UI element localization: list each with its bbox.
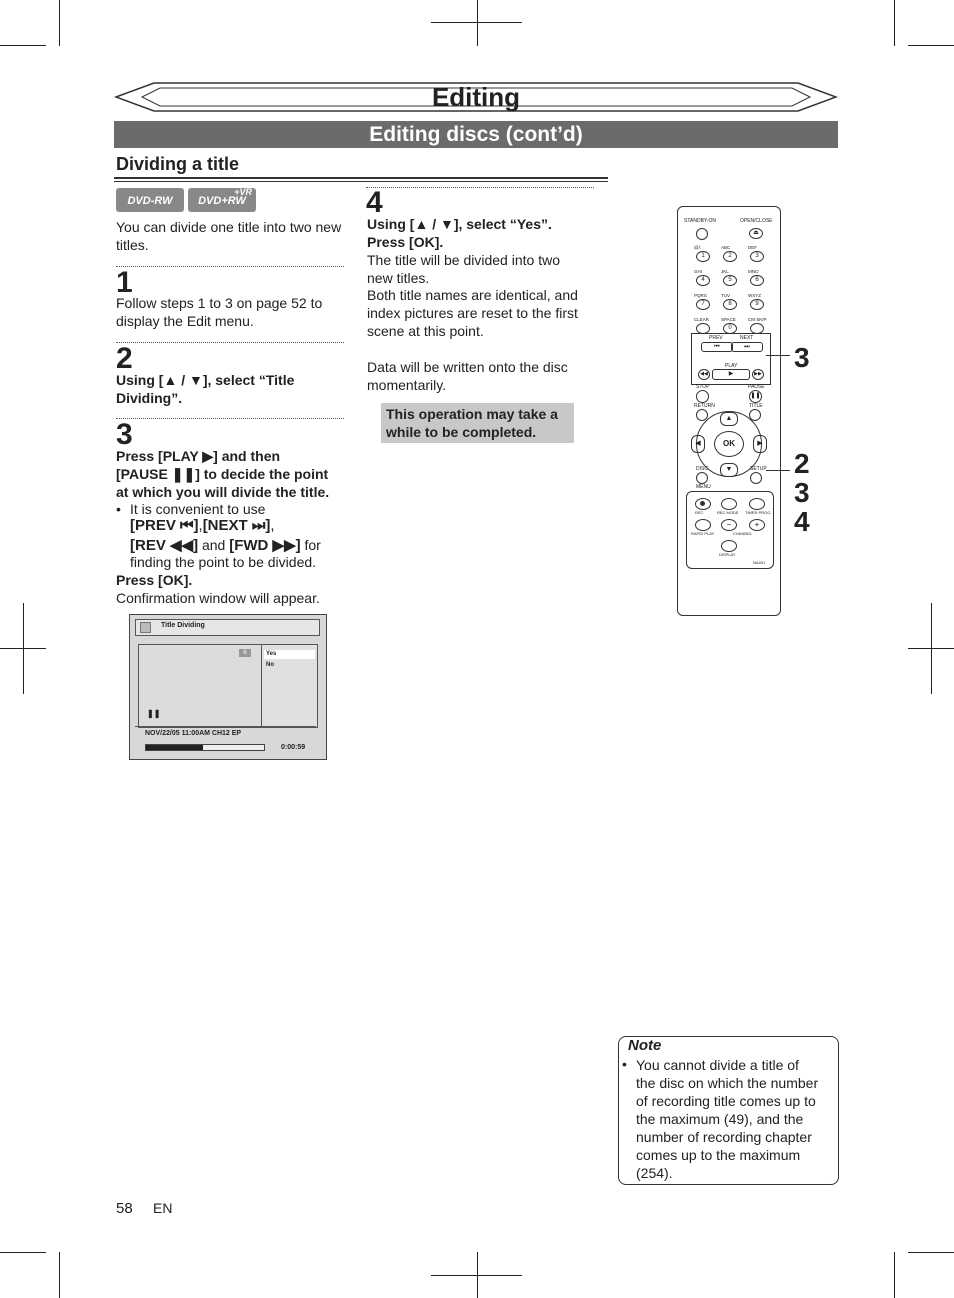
preview-area	[138, 644, 262, 728]
note-bullet: •	[622, 1056, 627, 1072]
remote-control	[677, 206, 781, 616]
key-label: TUV	[721, 293, 730, 298]
callout-step-3: 3	[794, 342, 810, 373]
key-label: CLEAR	[694, 317, 710, 322]
crop-mark	[0, 45, 46, 46]
crop-mark	[908, 45, 954, 46]
rev-button[interactable]: ◀◀	[698, 369, 710, 380]
screen-title: Title Dividing	[161, 622, 205, 629]
channel-label: CHANNEL	[733, 531, 753, 536]
step-1-text: Follow steps 1 to 3 on page 52 to display the Edit menu.	[116, 295, 323, 329]
step-4-line: Using [▲ / ▼], select “Yes”.	[367, 216, 552, 232]
key-label: ABC	[721, 245, 731, 250]
press-ok-text: Press [OK].	[116, 572, 193, 588]
page-title: Editing	[431, 82, 521, 112]
crop-mark	[894, 0, 895, 46]
page-subtitle: Editing discs (cont’d)	[114, 121, 838, 148]
pause-icon: ❚❚	[147, 709, 161, 718]
rec-button[interactable]	[695, 498, 711, 510]
highlight-line: This operation may take a	[386, 406, 558, 422]
key-label: SPACE	[721, 317, 736, 322]
crop-mark	[59, 0, 60, 46]
number-key-button[interactable]: 7	[696, 299, 710, 310]
logo-text: DVD+RW	[198, 195, 246, 207]
number-key-button[interactable]: 3	[750, 251, 764, 262]
ok-button[interactable]: OK	[714, 431, 744, 457]
screen-title-bar	[135, 619, 320, 636]
step-number: 1	[116, 266, 133, 299]
key-label: CM SKIP	[748, 317, 767, 322]
number-key-button[interactable]: 9	[750, 299, 764, 310]
separator	[116, 342, 344, 343]
rec-mode-label: REC MODE	[717, 510, 739, 515]
key-label: WXYZ	[748, 293, 761, 298]
note-line: comes up to the maximum	[636, 1147, 801, 1163]
progress-fill	[146, 745, 203, 750]
crop-mark	[908, 1252, 954, 1253]
language-code: EN	[153, 1200, 173, 1216]
pause-label: PAUSE	[748, 384, 765, 390]
prev-label: PREV	[709, 335, 723, 341]
menu-label: MENU	[696, 484, 711, 490]
step-3-line: at which you will divide the title.	[116, 484, 330, 500]
note-title: Note	[628, 1037, 662, 1054]
number-key-button[interactable]: 8	[723, 299, 737, 310]
play-button[interactable]: ▶	[712, 369, 750, 380]
crop-mark	[477, 1252, 478, 1298]
up-arrow-button[interactable]: ▲	[720, 412, 738, 426]
timer-prog-button[interactable]	[749, 498, 765, 510]
transport-panel	[691, 333, 771, 385]
callout-line	[766, 470, 790, 471]
step-4-text: new titles.	[367, 270, 430, 286]
highlight-line: while to be completed.	[386, 424, 537, 440]
step-4-text: scene at this point.	[367, 323, 484, 339]
step-4-text: Data will be written onto the disc	[367, 359, 568, 375]
channel-down-button[interactable]: −	[721, 519, 737, 531]
page-number: 58	[116, 1200, 133, 1217]
number-key-button[interactable]: 0	[723, 323, 737, 334]
key-label: PQRS	[694, 293, 707, 298]
option-no[interactable]: No	[266, 662, 274, 668]
stop-button[interactable]	[696, 390, 709, 403]
rev-key-label: [REV ◀◀]	[130, 537, 199, 554]
rec-dot-icon	[700, 501, 705, 506]
channel-up-button[interactable]: +	[749, 519, 765, 531]
setup-label: SETUP	[750, 466, 767, 472]
dvd-rw-logo	[116, 188, 184, 212]
bullet-text: It is convenient to use	[130, 501, 266, 517]
option-list	[261, 644, 318, 728]
key-label: JKL	[721, 269, 729, 274]
eject-button[interactable]: ⏏	[749, 228, 763, 239]
step-number: 4	[366, 186, 383, 219]
fwd-button[interactable]: ▶▶	[752, 369, 764, 380]
rec-mode-button[interactable]	[721, 498, 737, 510]
rapid-play-button[interactable]	[695, 519, 711, 531]
bullet-text: finding the point to be divided.	[130, 554, 317, 570]
note-line: the disc on which the number	[636, 1075, 819, 1091]
number-key-button[interactable]: 5	[723, 275, 737, 286]
stop-label: STOP	[696, 384, 710, 390]
logo-text: DVD-RW	[127, 195, 173, 207]
key-label: @/:	[694, 245, 702, 250]
separator	[366, 187, 594, 188]
record-panel	[686, 491, 774, 569]
return-label: RETURN	[694, 403, 715, 409]
step-3-line: [PAUSE ❚❚] to decide the point	[116, 466, 329, 482]
right-arrow-button[interactable]: ▶	[753, 435, 767, 453]
separator	[116, 418, 344, 419]
note-text	[636, 1056, 836, 1182]
setup-button[interactable]	[750, 472, 762, 484]
display-button[interactable]	[721, 540, 737, 552]
number-key-button[interactable]: 4	[696, 275, 710, 286]
disc-menu-button[interactable]	[696, 472, 708, 484]
chapter-badge: 6	[239, 649, 251, 657]
column-rule	[366, 177, 608, 179]
crop-mark	[23, 603, 24, 694]
note-line: the maximum (49), and the	[636, 1111, 804, 1127]
play-label: PLAY	[725, 363, 738, 369]
fwd-key-label: [FWD ▶▶]	[229, 537, 301, 554]
step-4-text: The title will be divided into two	[367, 252, 560, 268]
timer-prog-label: TIMER PROG.	[745, 510, 772, 515]
crop-mark	[0, 1252, 46, 1253]
step-4-text: index pictures are reset to the first	[367, 305, 578, 321]
callout-line	[766, 355, 790, 356]
next-button[interactable]: ⏭	[731, 342, 763, 352]
step-2-text: Using [▲ / ▼], select “Title Dividing”.	[116, 372, 295, 406]
elapsed-time: 0:00:59	[281, 744, 306, 751]
callout-step-3: 3	[794, 477, 810, 508]
vr-label: +VR	[234, 187, 252, 197]
step-4-text: momentarily.	[367, 377, 447, 393]
pause-button[interactable]: ❚❚	[749, 390, 762, 403]
crop-mark	[931, 603, 932, 694]
section-title: Dividing a title	[116, 154, 240, 174]
down-arrow-button[interactable]: ▼	[720, 463, 738, 477]
prev-key-label: [PREV ⏮]	[130, 517, 199, 534]
crop-mark	[894, 1252, 895, 1298]
info-bar	[135, 726, 316, 757]
note-line: (254).	[636, 1165, 673, 1181]
dvd-plus-rw-logo	[188, 188, 256, 212]
title-label: TITLE	[749, 403, 763, 409]
next-key-label: [NEXT ⏭]	[202, 517, 271, 534]
step-3-line: Press [PLAY ▶] and then	[116, 448, 281, 464]
step-4-line: Press [OK].	[367, 234, 444, 250]
power-button[interactable]	[696, 228, 708, 240]
comma: ,	[270, 517, 275, 534]
step-number: 3	[116, 418, 133, 451]
key-label: GHI	[694, 269, 703, 274]
left-arrow-button[interactable]: ◀	[691, 435, 705, 453]
display-label: DISPLAY	[719, 552, 736, 557]
model-number: NA401	[753, 560, 766, 565]
separator	[116, 266, 344, 267]
recording-info: NOV/22/05 11:00AM CH12 EP	[145, 730, 242, 737]
key-label: DEF	[748, 245, 757, 250]
step-number: 2	[116, 342, 133, 375]
comma: ,	[198, 517, 203, 534]
note-line: You cannot divide a title of	[636, 1057, 799, 1073]
info-highlight	[381, 403, 574, 443]
edit-icon	[140, 622, 151, 633]
number-key-button[interactable]: 1	[696, 251, 710, 262]
number-key-button[interactable]: 2	[723, 251, 737, 262]
number-key-button[interactable]: 6	[750, 275, 764, 286]
crop-mark	[59, 1252, 60, 1298]
rec-label: REC	[695, 510, 704, 515]
confirmation-screen	[129, 614, 327, 760]
bullet-dot: •	[116, 501, 121, 517]
note-line: of recording title comes up to	[636, 1093, 816, 1109]
result-text: Confirmation window will appear.	[116, 590, 320, 606]
callout-step-4: 4	[794, 506, 810, 537]
callout-step-2: 2	[794, 448, 810, 479]
key-label: MNO	[748, 269, 759, 274]
disc-label: DISC	[696, 466, 708, 472]
note-box	[618, 1036, 839, 1185]
conjunction: and	[198, 537, 230, 553]
prev-button[interactable]: ⏮	[701, 342, 733, 352]
option-yes[interactable]: Yes	[264, 650, 315, 659]
for-word: for	[300, 537, 321, 553]
crop-mark	[477, 0, 478, 46]
rapid-play-label: RAPID PLAY	[691, 531, 715, 536]
open-close-label: OPEN/CLOSE	[740, 218, 773, 224]
progress-bar	[145, 744, 265, 751]
standby-label: STANDBY-ON	[684, 218, 716, 224]
note-line: number of recording chapter	[636, 1129, 812, 1145]
step-4-text: Both title names are identical, and	[367, 287, 578, 303]
next-label: NEXT	[740, 335, 754, 341]
intro-text: You can divide one title into two new titles.	[116, 219, 342, 253]
